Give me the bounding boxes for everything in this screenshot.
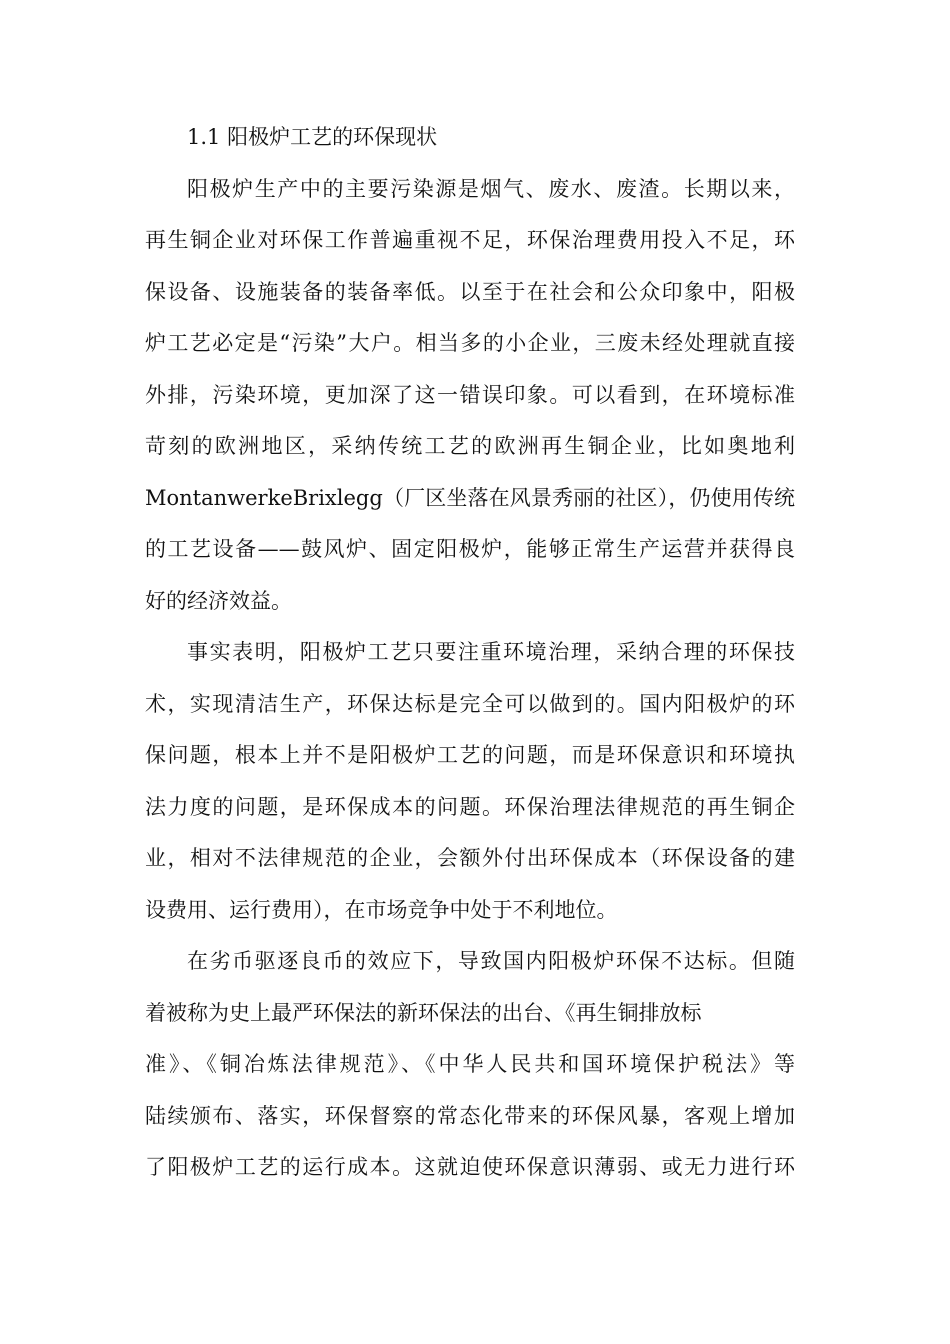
text-line: 外排，污染环境，更加深了这一错误印象。可以看到，在环境标准 [145,382,795,407]
text-line: 术，实现清洁生产，环保达标是完全可以做到的。国内阳极炉的环 [145,691,795,716]
text-line: 好的经济效益。 [145,588,292,613]
paragraph-1 [145,164,795,628]
text-line: 陆续颁布、落实，环保督察的常态化带来的环保风暴，客观上增加 [145,1103,795,1128]
text-line: 业，相对不法律规范的企业，会额外付出环保成本（环保设备的建 [145,846,795,870]
text-line: 着被称为史上最严环保法的新环保法的出台、《再生铜排放标 [145,1000,702,1025]
text-line: 法力度的问题，是环保成本的问题。环保治理法律规范的再生铜企 [145,794,795,819]
text-line: 在劣币驱逐良币的效应下，导致国内阳极炉环保不达标。但随 [187,949,795,973]
text-line: 的工艺设备——鼓风炉、固定阳极炉，能够正常生产运营并获得良 [145,537,795,561]
text-line: 再生铜企业对环保工作普遍重视不足，环保治理费用投入不足，环 [145,228,795,252]
paragraph-2 [145,627,795,936]
section-heading: 1.1 阳极炉工艺的环保现状 [187,125,438,149]
text-line: 设费用、运行费用），在市场竞争中处于不利地位。 [145,897,618,922]
text-line: 准》、《铜冶炼法律规范》、《中华人民共和国环境保护税法》等 [145,1052,795,1076]
text-line: 事实表明，阳极炉工艺只要注重环境治理，采纳合理的环保技 [187,640,795,664]
text-line: MontanwerkeBrixlegg（厂区坐落在风景秀丽的社区），仍使用传统 [145,485,795,510]
text-line: 炉工艺必定是“污染”大户。相当多的小企业，三废未经处理就直接 [145,331,795,355]
text-line: 保问题，根本上并不是阳极炉工艺的问题，而是环保意识和环境执 [145,743,795,767]
text-line: 保设备、设施装备的装备率低。以至于在社会和公众印象中，阳极 [145,279,795,304]
paragraph-3 [145,936,795,1194]
text-line: 了阳极炉工艺的运行成本。这就迫使环保意识薄弱、或无力进行环 [145,1155,795,1179]
text-line: 苛刻的欧洲地区，采纳传统工艺的欧洲再生铜企业，比如奥地利 [145,434,795,458]
text-line: 阳极炉生产中的主要污染源是烟气、废水、废渣。长期以来， [187,176,795,201]
document-body [145,112,795,1194]
